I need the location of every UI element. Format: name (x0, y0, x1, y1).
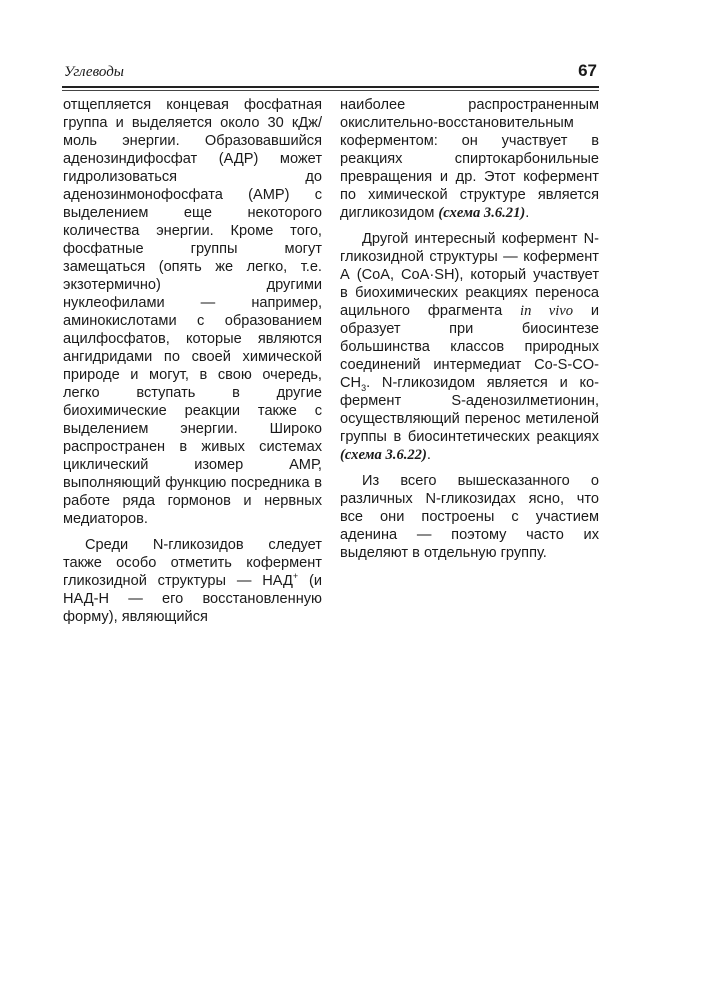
paragraph-text: отщепляется концевая фосфатная группа и выделяется около 30 кДж/моль энергии. Образовавшийся аденозиндифосфат (АДР) может гидролизоваться до аденозинмонофосфата (АМР) с выделением еще некоторого количества энергии. Кроме того, фосфатные группы могут замещаться (опять же легко, т.е. экзотермично) другими нуклеофилами — например, аминокислотами с образованием ацилфосфатов, которые являются ангидридами по своей химической природе и могут, в свою очередь, легко вступать в другие биохимические реакции также с выделением энергии. Широко распространен в живых системах циклический изомер АМР, выполняющий функцию посредника в работе ряда гормонов и нервных медиаторов. (63, 97, 322, 527)
paragraph (340, 96, 599, 222)
page-number: 67 (578, 61, 597, 80)
scheme-reference: (схема 3.6.22) (340, 447, 427, 463)
paragraph (340, 230, 599, 464)
paragraph-text: Другой интересный кофермент N-гликозидной структуры — кофермент А (СоА, CoA·SH), который участвует в биохимических реакциях переноса ацильного фрагмента (340, 231, 599, 319)
subscript: 3 (361, 382, 367, 393)
superscript: + (292, 571, 299, 582)
paragraph-text: . (426, 447, 431, 463)
header-rule-thin (62, 90, 599, 91)
scheme-reference: (схема 3.6.21) (438, 205, 526, 221)
paragraph-text: наиболее распространенным окислительно-восстановительным коферментом: он участвует в реакциях спиртокарбонильные превращения и др. Этот кофермент по химической структуре является дигликозидом (340, 97, 599, 221)
running-head (62, 60, 599, 86)
paragraph (63, 536, 322, 626)
paragraph-text: (и НАД-Н — его восстановленную форму), являющийся (63, 573, 322, 625)
left-column (63, 96, 322, 634)
paragraph (63, 96, 322, 528)
paragraph-text: Из всего вышесказанного о различных N-гликозидах ясно, что все они построены с участием аденина — поэтому часто их выделяют в отдельную группу. (340, 473, 599, 561)
paragraph-text: . N-гликозидом является и ко-фермент S-аденозилметионин, осуществляющий перенос метиленой группы в биосинтетических реакциях (340, 375, 599, 445)
header-rule-thick (62, 86, 599, 88)
paragraph-text: . (525, 205, 530, 221)
right-column (340, 96, 599, 570)
paragraph (340, 472, 599, 562)
paragraph-text: и образует при биосинтезе большинства классов природных соединений интермедиат Co-S-CO-CH (340, 303, 599, 391)
paragraph-text: Среди N-гликозидов следует также особо отметить кофермент гликозидной структуры — НАД (63, 537, 322, 589)
latin-term: in vivo (520, 303, 574, 319)
section-title: Углеводы (64, 64, 124, 80)
